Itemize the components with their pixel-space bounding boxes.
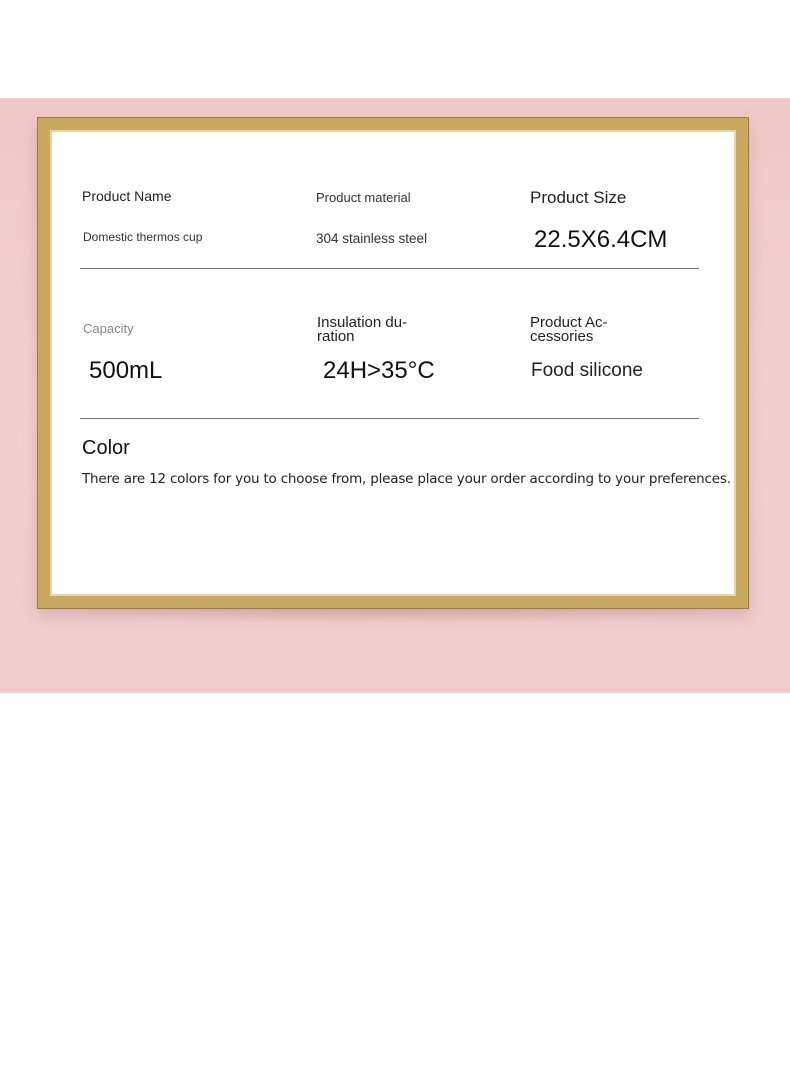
row-divider-2 (80, 418, 699, 419)
product-material-value: 304 stainless steel (316, 231, 428, 246)
product-name-value: Domestic thermos cup (83, 230, 203, 244)
product-size-value: 22.5X6.4CM (534, 226, 668, 253)
product-size-label: Product Size (530, 188, 627, 207)
product-accessories-value: Food silicone (531, 360, 643, 381)
product-name-label: Product Name (82, 188, 172, 204)
insulation-duration-label: Insulation du-ration (317, 314, 408, 345)
product-accessories-label: Product Ac-cessories (530, 314, 608, 345)
row-divider-1 (80, 268, 699, 269)
capacity-label: Capacity (83, 321, 134, 336)
product-material-label: Product material (316, 190, 411, 205)
color-section-description: There are 12 colors for you to choose from, please place your order according to your preferences. (82, 471, 731, 487)
capacity-value: 500mL (89, 357, 163, 384)
insulation-duration-value: 24H>35°C (323, 357, 435, 384)
color-section-title: Color (82, 437, 130, 459)
